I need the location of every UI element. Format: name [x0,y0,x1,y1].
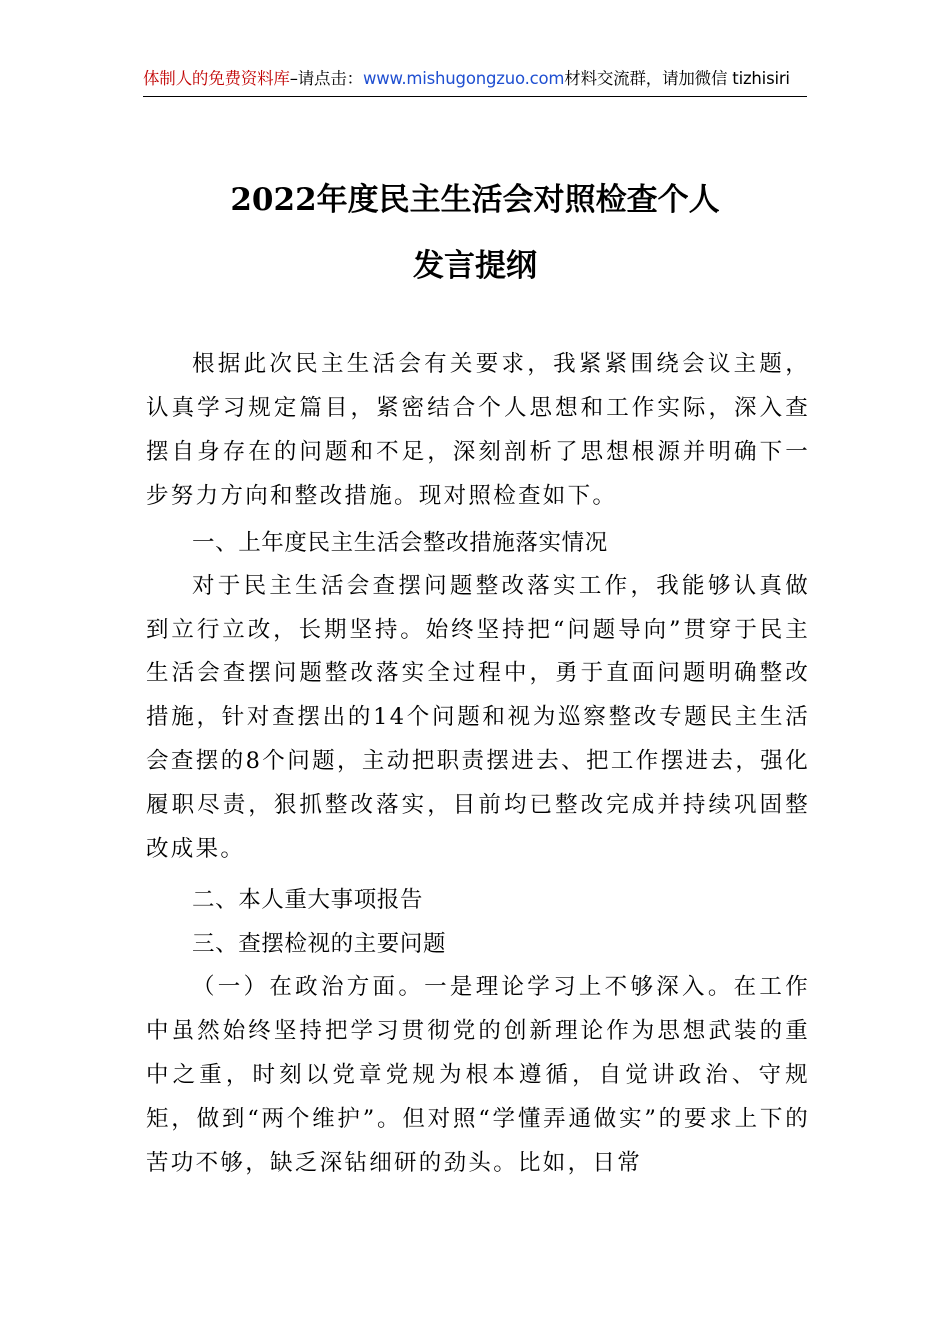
document-title-line2: 发言提纲 [413,248,537,284]
section3-heading: 三、查摆检视的主要问题 [192,930,447,957]
header-suffix: 材料交流群，请加微信 tizhisiri [564,69,790,88]
header-prompt: –请点击： [289,69,363,88]
section3-paragraph: （一）在政治方面。一是理论学习上不够深入。在工作中虽然始终坚持把学习贯彻党的创新理论作为思想武装的重中之重，时刻以党章党规为根本遵循，自觉讲政治、守规矩，做到“两个维护”。但对照“学懂弄通做实”的要求上下的苦功不够，缺乏深钻细研的劲头。比如，日常 [146,973,810,1176]
section1-heading: 一、上年度民主生活会整改措施落实情况 [192,529,608,556]
document-body [146,343,810,1186]
page-header [143,62,807,97]
header-site-name: 体制人的免费资料库 [143,69,290,88]
header-url-link[interactable]: www.mishugongzuo.com [362,69,565,88]
section2-heading: 二、本人重大事项报告 [192,886,424,913]
document-title-line1: 2022年度民主生活会对照检查个人 [230,182,720,218]
section1-paragraph: 对于民主生活会查摆问题整改落实工作，我能够认真做到立行立改，长期坚持。始终坚持把“问题导向”贯穿于民主生活会查摆问题整改落实全过程中，勇于直面问题明确整改措施，针对查摆出的14个问题和视为巡察整改专题民主生活会查摆的8个问题，主动把职责摆进去、把工作摆进去，强化履职尽责，狠抓整改落实，目前均已整改完成并持续巩固整改成果。 [146,572,810,863]
intro-paragraph: 根据此次民主生活会有关要求，我紧紧围绕会议主题，认真学习规定篇目，紧密结合个人思想和工作实际，深入查摆自身存在的问题和不足，深刻剖析了思想根源并明确下一步努力方向和整改措施。现对照检查如下。 [146,351,810,509]
